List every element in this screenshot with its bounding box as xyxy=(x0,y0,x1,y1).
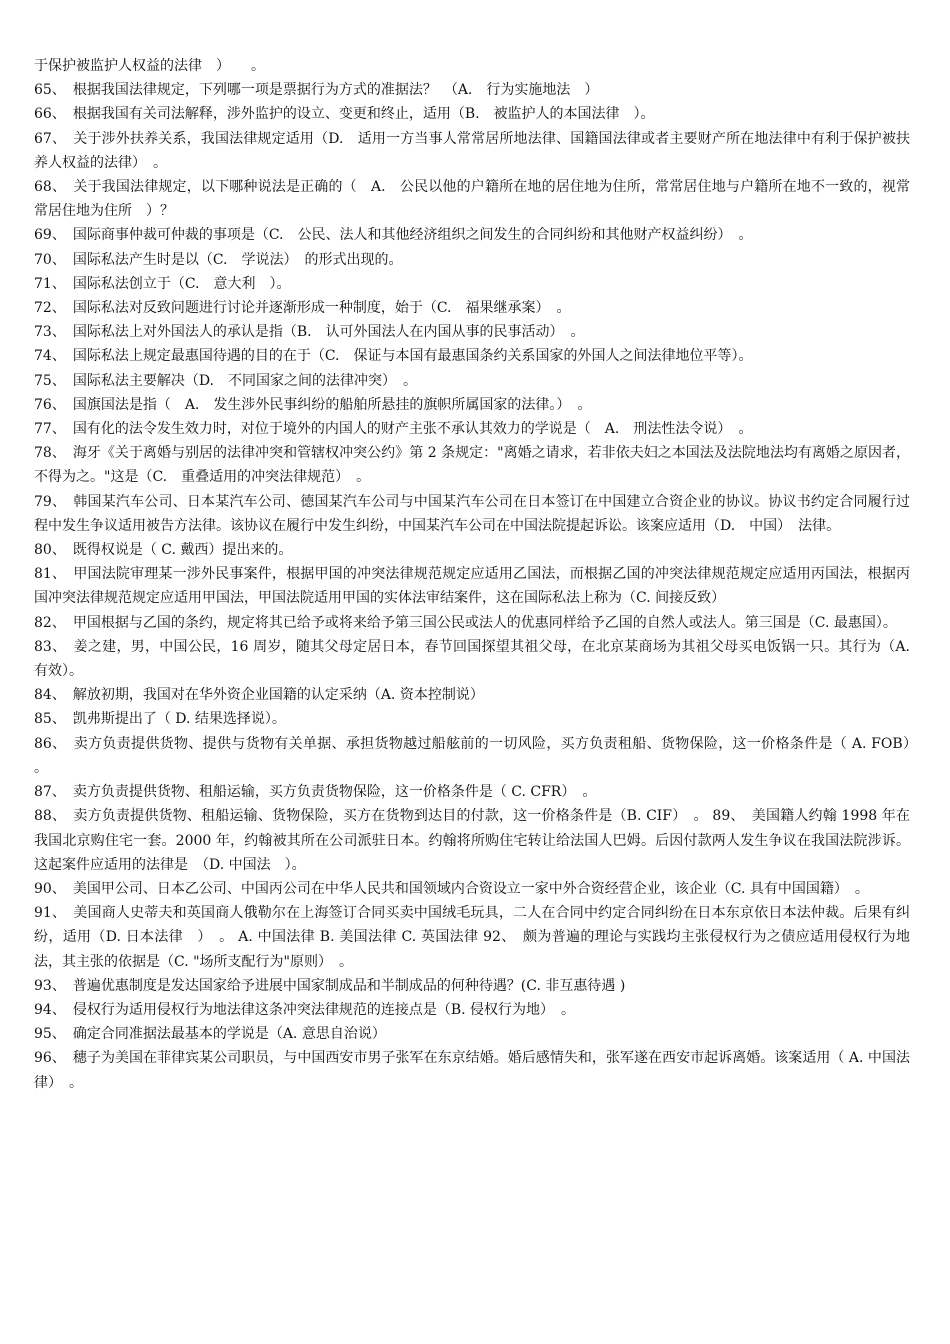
question-85: 85、 凯弗斯提出了（ D. 结果选择说）。 xyxy=(34,711,286,728)
question-76: 76、 国旗国法是指（ A. 发生涉外民事纠纷的船舶所悬挂的旗帜所属国家的法律。） 。 xyxy=(34,396,592,413)
question-75: 75、 国际私法主要解决（D. 不同国家之间的法律冲突） 。 xyxy=(34,372,417,389)
question-73: 73、 国际私法上对外国法人的承认是指（B. 认可外国法人在内国从事的民事活动） 。 xyxy=(34,324,585,341)
question-70: 70、 国际私法产生时是以（C. 学说法） 的形式出现的。 xyxy=(34,251,403,268)
question-93: 93、 普遍优惠制度是发达国家给予进展中国家制成品和半制成品的何种待遇？(C. 非互惠待遇 ) xyxy=(34,977,626,994)
text-line-continuation: 于保护被监护人权益的法律 ） 。 xyxy=(34,58,265,74)
question-69: 69、 国际商事仲裁可仲裁的事项是（C. 公民、法人和其他经济组织之间发生的合同纠纷和其他财产权益纠纷） 。 xyxy=(34,227,753,244)
question-65: 65、 根据我国法律规定，下列哪一项是票据行为方式的准据法？ （A. 行为实施地法 ） xyxy=(34,82,599,99)
question-82: 82、 甲国根据与乙国的条约，规定将其已给予或将来给予第三国公民或法人的优惠同样给予乙国的自然人或法人。第三国是（C. 最惠国）。 xyxy=(34,614,897,631)
question-77: 77、 国有化的法令发生效力时，对位于境外的内国人的财产主张不承认其效力的学说是（ A. 刑法性法令说） 。 xyxy=(34,421,753,438)
question-80: 80、 既得权说是（ C. 戴西）提出来的。 xyxy=(34,542,293,559)
question-68: 68、 关于我国法律规定，以下哪种说法是正确的（ A. 公民以他的户籍所在地的居住地为住所，常常居住地与户籍所在地不一致的，视常常居住地为住所 ）？ xyxy=(34,179,910,220)
question-66: 66、 根据我国有关司法解释，涉外监护的设立、变更和终止，适用（B. 被监护人的本国法律 ）。 xyxy=(34,106,655,123)
question-84: 84、 解放初期，我国对在华外资企业国籍的认定采纳（A. 资本控制说） xyxy=(34,687,484,704)
question-79: 79、 韩国某汽车公司、日本某汽车公司、德国某汽车公司与中国某汽车公司在日本签订在中国建立合资企业的协议。协议书约定合同履行过程中发生争议适用被告方法律。该协议在履行中发生纠纷，中国某汽车公司在中国法院提起诉讼。该案应适用（D. 中国） 法律。 xyxy=(34,493,910,534)
question-71: 71、 国际私法创立于（C. 意大利 ）。 xyxy=(34,275,291,292)
question-81: 81、 甲国法院审理某一涉外民事案件，根据甲国的冲突法律规范规定应适用乙国法，而根据乙国的冲突法律规范规定应适用丙国法，根据丙国冲突法律规范规定应适用甲国法，甲国法院适用甲国的实体法审结案件，这在国际私法上称为（C. 间接反致） xyxy=(34,566,910,607)
question-78: 78、 海牙《关于离婚与别居的法律冲突和管辖权冲突公约》第 2 条规定："离婚之请求，若非依夫妇之本国法及法院地法均有离婚之原因者，不得为之。"这是（C. 重叠适用的冲突法律规范） 。 xyxy=(34,445,910,486)
question-72: 72、 国际私法对反致问题进行讨论并逐渐形成一种制度，始于（C. 福果继承案） 。 xyxy=(34,300,571,317)
question-88-89: 88、 卖方负责提供货物、租船运输、货物保险，买方在货物到达目的付款，这一价格条件是（B. CIF） 。 89、 美国籍人约翰 1998 年在我国北京购住宅一套。2000 年，约翰被其所在公司派驻日本。约翰将所购住宅转让给法国人巴姆。后因付款两人发生争议在我国法院涉诉。这起案件应适用的法律是 （D. 中国法 ）。 xyxy=(34,808,910,873)
question-95: 95、 确定合同准据法最基本的学说是（A. 意思自治说） xyxy=(34,1026,386,1043)
question-67: 67、 关于涉外扶养关系，我国法律规定适用（D. 适用一方当事人常常居所地法律、国籍国法律或者主要财产所在地法律中有利于保护被扶养人权益的法律） 。 xyxy=(34,130,910,171)
question-86: 86、 卖方负责提供货物、提供与货物有关单据、承担货物越过船舷前的一切风险，买方负责租船、货物保险，这一价格条件是（ A. FOB） 。 xyxy=(34,735,924,776)
question-83: 83、 姜之建，男，中国公民，16 周岁，随其父母定居日本，春节回国探望其祖父母，在北京某商场为其祖父母买电饭锅一只。其行为（A. 有效）。 xyxy=(34,638,915,680)
document-body xyxy=(34,54,924,1095)
question-87: 87、 卖方负责提供货物、租船运输，买方负责货物保险，这一价格条件是（ C. CFR） 。 xyxy=(34,784,597,801)
question-91-92: 91、 美国商人史蒂夫和英国商人俄勒尔在上海签订合同买卖中国绒毛玩具，二人在合同中约定合同纠纷在日本东京依日本法仲裁。后果有纠纷，适用（D. 日本法律 ） 。 A. 中国法律 B. 美国法律 C. 英国法律 92、 颇为普遍的理论与实践均主张侵权行为之债应适用侵权行为地法，其主张的依据是（C. "场所支配行为"原则） 。 xyxy=(34,905,910,970)
question-94: 94、 侵权行为适用侵权行为地法律这条冲突法律规范的连接点是（B. 侵权行为地） 。 xyxy=(34,1001,576,1018)
question-90: 90、 美国甲公司、日本乙公司、中国丙公司在中华人民共和国领域内合资设立一家中外合资经营企业，该企业（C. 具有中国国籍） 。 xyxy=(34,880,869,897)
question-74: 74、 国际私法上规定最惠国待遇的目的在于（C. 保证与本国有最惠国条约关系国家的外国人之间法律地位平等）。 xyxy=(34,348,753,365)
question-96: 96、 穗子为美国在菲律宾某公司职员，与中国西安市男子张军在东京结婚。婚后感情失和，张军遂在西安市起诉离婚。该案适用（ A. 中国法律） 。 xyxy=(34,1050,910,1091)
